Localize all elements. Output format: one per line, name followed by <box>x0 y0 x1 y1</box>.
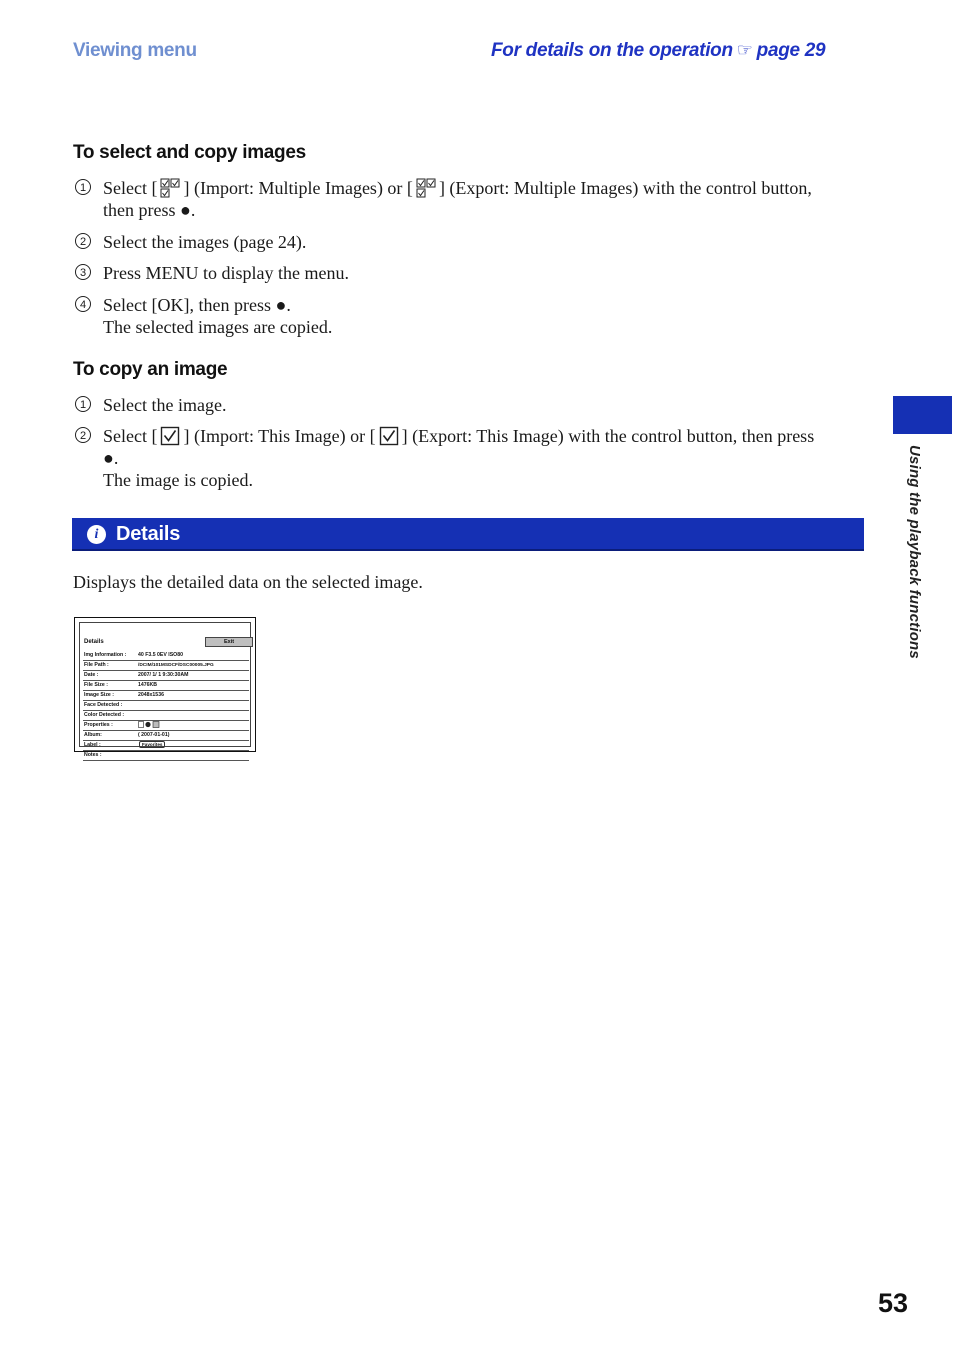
step-text: ] (Import: This Image) or [ <box>183 426 376 446</box>
detail-value: 1476KB <box>138 682 158 688</box>
detail-key: File Path : <box>84 662 109 668</box>
detail-row-face-detected <box>83 701 249 711</box>
screen-detail-rows <box>83 651 249 761</box>
subsection-title-copy-one: To copy an image <box>73 359 228 380</box>
detail-key: Label : <box>84 742 101 748</box>
step-note: The selected images are copied. <box>103 317 333 337</box>
side-tab-marker <box>893 396 952 434</box>
detail-key: Image Size : <box>84 692 114 698</box>
step-text: Select [ <box>103 178 158 198</box>
step-text: Select the images (page 24). <box>103 232 307 252</box>
step-select-copy-1 <box>73 177 833 221</box>
multiple-checkbox-icon <box>416 178 436 198</box>
subsection-title-select-copy: To select and copy images <box>73 142 306 163</box>
single-checkbox-icon <box>160 426 180 446</box>
detail-key: Img Information : <box>84 652 127 658</box>
page-number: 53 <box>878 1288 909 1318</box>
step-text: . <box>190 200 196 220</box>
step-text: Select [OK], then press <box>103 295 271 315</box>
properties-icon-group <box>138 721 160 728</box>
step-number: 2 <box>75 233 91 249</box>
screen-exit-button: Exit <box>205 637 253 647</box>
single-checkbox-icon <box>379 426 399 446</box>
detail-key: Notes : <box>84 752 102 758</box>
detail-value: /DCIM/101MSDCF/DSC00005.JPG <box>138 663 214 668</box>
step-note: The image is copied. <box>103 470 253 490</box>
multiple-checkbox-icon <box>160 178 180 198</box>
step-text: ] (Export: This Image) with the control button, then press <box>401 426 815 446</box>
center-button-dot-icon: ● <box>103 448 114 468</box>
favorites-label-badge: Favorites <box>139 741 165 748</box>
center-button-dot-icon: ● <box>275 295 287 315</box>
detail-value: ( 2007-01-01) <box>138 732 170 738</box>
detail-key: Face Detected : <box>84 702 123 708</box>
step-text: Press MENU to display the menu. <box>103 263 349 283</box>
reference-page: page 29 <box>756 40 826 61</box>
detail-key: Album: <box>84 732 102 738</box>
header-section-name: Viewing menu <box>73 40 197 61</box>
step-text: Select [ <box>103 426 158 446</box>
step-number: 1 <box>75 396 91 412</box>
step-copy-one-1 <box>73 394 833 416</box>
step-copy-one-2 <box>73 425 833 491</box>
pointing-hand-icon: ☞ <box>736 40 753 60</box>
reference-prefix: For details on the operation <box>491 40 733 61</box>
details-section-title: Details <box>116 523 181 545</box>
detail-value: 40 F3.5 0EV ISO80 <box>138 652 183 658</box>
details-description: Displays the detailed data on the selected image. <box>73 572 423 592</box>
detail-row-notes <box>83 751 249 761</box>
detail-key: File Size : <box>84 682 108 688</box>
detail-value <box>138 741 165 750</box>
detail-row-image-size <box>83 691 249 701</box>
screen-frame <box>79 622 251 758</box>
info-icon: i <box>87 525 106 544</box>
step-text: ] (Export: Multiple Images) with the control button, then press <box>103 178 812 220</box>
header-reference <box>491 40 825 62</box>
detail-row-date <box>83 671 249 681</box>
step-text: . <box>286 295 291 315</box>
detail-row-color-detected <box>83 711 249 721</box>
details-section-bar <box>72 518 864 551</box>
step-text: ] (Import: Multiple Images) or [ <box>183 178 413 198</box>
detail-key: Properties : <box>84 722 113 728</box>
step-select-copy-3 <box>73 262 833 284</box>
detail-row-label <box>83 741 249 751</box>
detail-key: Color Detected : <box>84 712 125 718</box>
detail-value: 2007/ 1/ 1 9:30:30AM <box>138 672 189 678</box>
step-select-copy-2 <box>73 231 833 253</box>
detail-key: Date : <box>84 672 99 678</box>
detail-row-img-info <box>83 651 249 661</box>
screen-title: Details <box>84 639 104 645</box>
side-tab-label: Using the playback functions <box>906 445 923 659</box>
detail-row-file-size <box>83 681 249 691</box>
step-number: 4 <box>75 296 91 312</box>
center-button-dot-icon: ● <box>179 200 191 220</box>
detail-row-properties <box>83 721 249 731</box>
detail-value: 2048x1536 <box>138 692 164 698</box>
detail-row-album <box>83 731 249 741</box>
step-text: Select the image. <box>103 395 227 415</box>
step-select-copy-4 <box>73 294 833 338</box>
step-number: 2 <box>75 427 91 443</box>
detail-row-file-path <box>83 661 249 671</box>
properties-icons <box>138 721 160 730</box>
step-text: . <box>113 448 119 468</box>
step-number: 3 <box>75 264 91 280</box>
step-number: 1 <box>75 179 91 195</box>
details-screen-illustration <box>74 617 256 758</box>
